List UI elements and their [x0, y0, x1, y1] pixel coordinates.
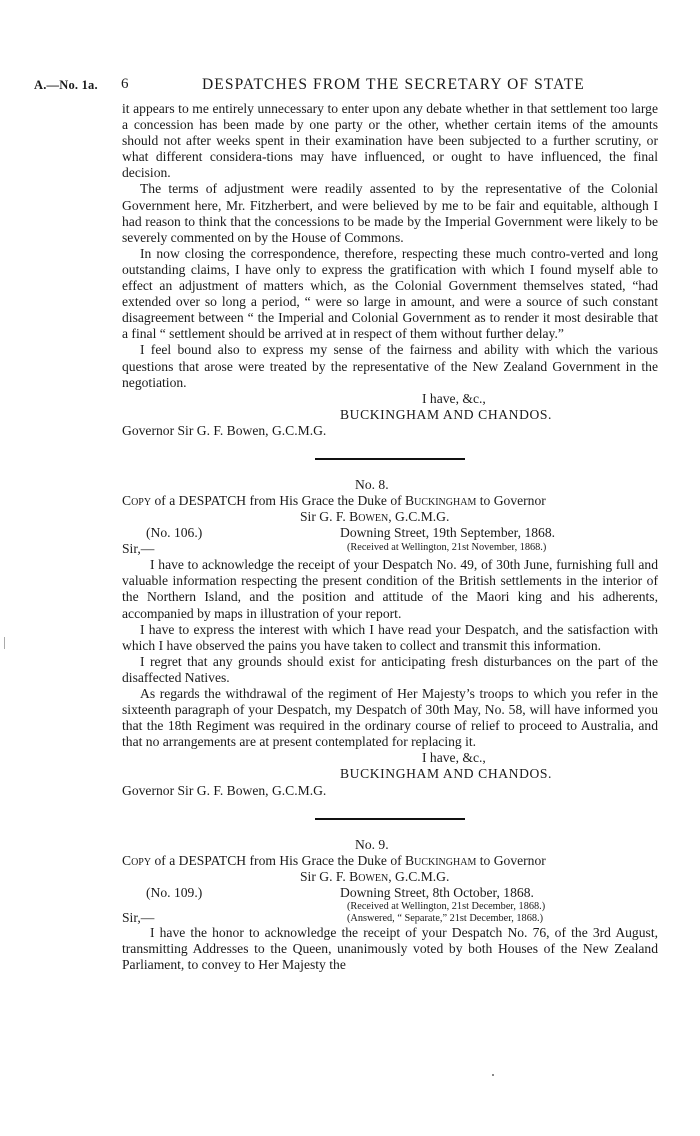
signature: BUCKINGHAM AND CHANDOS.	[340, 406, 553, 422]
closing-line: I have, &c.,	[422, 750, 486, 766]
received-note: (Received at Wellington, 21st December, 1868.)	[347, 900, 546, 912]
salutation-row	[122, 901, 658, 925]
despatch-meta-row	[122, 885, 658, 901]
page-header	[34, 76, 670, 98]
paragraph: it appears to me entirely unnecessary to enter upon any debate whether in that settlement too large a concession has been made by one party or the other, whether certain items of the amounts should not after weeks spent in their examination have been subjected to a further scrutiny, or what different considera-tions may have influenced, or ought to have influenced, the final decision.	[122, 101, 658, 181]
heading-copy: Copy	[122, 493, 152, 509]
section-divider	[315, 458, 465, 460]
document-reference: A.—No. 1a.	[34, 78, 98, 92]
document-body	[122, 101, 658, 973]
despatch-meta-row	[122, 525, 658, 541]
heading-governor-title: , G.C.M.G.	[388, 868, 450, 884]
running-title: DESPATCHES FROM THE SECRETARY OF STATE	[202, 76, 585, 93]
paragraph: In now closing the correspondence, therefore, respecting these much contro-verted and long outstanding claims, I have only to express the gratification with which I found myself able to effect an adjustment of matters which, as the Colonial Government themselves stated, “had extended over so long a period, “ were so large in amount, and were a source of such constant disagreement between “ the Imperial and Colonial Government as to render it most desirable that a final “ settlement should be arrived at in respect of them without further delay.”	[122, 245, 658, 342]
heading-text: of a DESPATCH from His Grace the Duke of	[151, 493, 406, 509]
paragraph: The terms of adjustment were readily assented to by the representative of the Colonial Government here, Mr. Fitzherbert, and were believed by me to be fair and equitable, although I had reason to think that the concessions to be made by the Imperial Government were likely to be severely commented on by the House of Commons.	[122, 181, 658, 245]
paragraph: I have the honor to acknowledge the receipt of your Despatch No. 76, of the 3rd August, transmitting Addresses to the Queen, unanimously voted by both Houses of the New Zealand Parliament, to convey to Her Majesty the	[122, 924, 658, 973]
section-divider	[315, 818, 465, 820]
paragraph: I have to express the interest with which I have read your Despatch, and the satisfaction with which I have observed the pains you have taken to collect and transmit this information.	[122, 621, 658, 653]
heading-governor: Sir G. F.	[300, 868, 350, 884]
heading-governor: Sir G. F.	[300, 509, 350, 525]
despatch-ref: (No. 109.)	[146, 884, 203, 900]
despatch-heading-line2	[122, 869, 658, 885]
despatch-address: Downing Street, 19th September, 1868.	[340, 525, 556, 541]
heading-duke: Buckingham	[405, 852, 477, 868]
heading-text: of a DESPATCH from His Grace the Duke of	[151, 852, 406, 868]
page-speck	[492, 1074, 494, 1076]
closing-line: I have, &c.,	[422, 390, 486, 406]
heading-governor-name: Bowen	[349, 509, 389, 525]
despatch-heading	[122, 853, 658, 869]
despatch-ref: (No. 106.)	[146, 525, 203, 541]
salutation: Sir,—	[122, 909, 155, 925]
addressee: Governor Sir G. F. Bowen, G.C.M.G.	[122, 782, 327, 798]
despatch-heading-line2	[122, 509, 658, 525]
heading-text-end: to Governor	[476, 852, 546, 868]
signature: BUCKINGHAM AND CHANDOS.	[340, 766, 553, 782]
answered-note: (Answered, “ Separate,” 21st December, 1868.)	[347, 912, 544, 924]
heading-governor-title: , G.C.M.G.	[388, 509, 450, 525]
addressee: Governor Sir G. F. Bowen, G.C.M.G.	[122, 422, 327, 438]
paragraph: I regret that any grounds should exist for anticipating fresh disturbances on the part of the disaffected Natives.	[122, 653, 658, 685]
despatch-number: No. 9.	[355, 836, 389, 852]
margin-mark	[4, 637, 5, 649]
paragraph: As regards the withdrawal of the regiment of Her Majesty’s troops to which you refer in the sixteenth paragraph of your Despatch, my Despatch of 30th May, No. 58, will have informed you that the 18th Regiment was required in the ordinary course of relief to proceed to Australia, and that no arrangements are at present contemplated for replacing it.	[122, 686, 658, 750]
received-note: (Received at Wellington, 21st November, 1868.)	[347, 542, 547, 554]
despatch-address: Downing Street, 8th October, 1868.	[340, 884, 534, 900]
paragraph: I have to acknowledge the receipt of your Despatch No. 49, of 30th June, furnishing full and valuable information respecting the present condition of the British settlements in the interior of the Northern Island, and the position and attitude of the Maori king and his adherents, accompanied by maps in illustration of your report.	[122, 557, 658, 621]
page-number: 6	[121, 76, 129, 92]
heading-governor-name: Bowen	[349, 868, 389, 884]
despatch-number: No. 8.	[355, 476, 389, 492]
paragraph: I feel bound also to express my sense of the fairness and ability with which the various questions that arose were treated by the representative of the New Zealand Government in the negotiation.	[122, 342, 658, 390]
salutation-row	[122, 541, 658, 557]
salutation: Sir,—	[122, 541, 155, 557]
heading-copy: Copy	[122, 852, 152, 868]
heading-duke: Buckingham	[405, 493, 477, 509]
despatch-heading	[122, 493, 658, 509]
heading-text-end: to Governor	[476, 493, 546, 509]
